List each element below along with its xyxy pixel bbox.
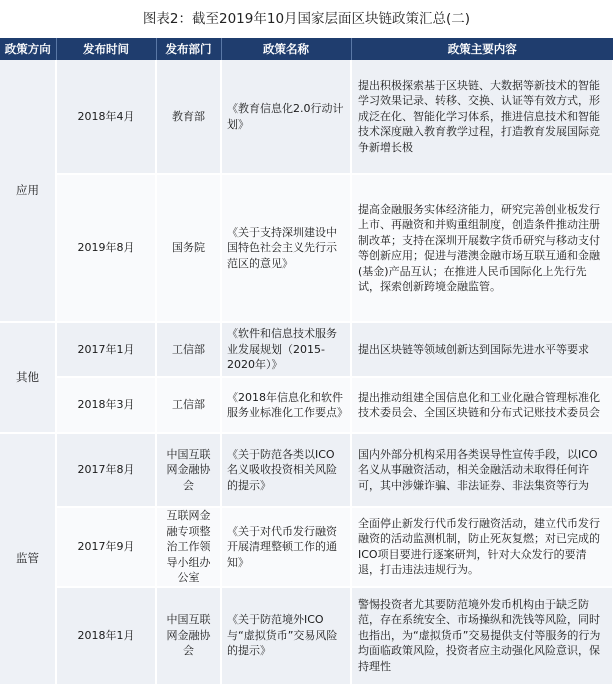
policy-name-cell: 《关于防范境外ICO与“虚拟货币”交易风险的提示》 bbox=[221, 587, 351, 685]
content-cell: 提出区块链等领域创新达到国际先进水平等要求 bbox=[351, 322, 613, 377]
table-row bbox=[0, 60, 613, 174]
department-cell: 国务院 bbox=[156, 174, 221, 322]
policy-table bbox=[0, 38, 613, 686]
department-cell: 中国互联网金融协会 bbox=[156, 587, 221, 685]
date-cell: 2018年4月 bbox=[56, 60, 156, 174]
date-cell: 2018年3月 bbox=[56, 377, 156, 433]
date-cell: 2019年8月 bbox=[56, 174, 156, 322]
content-cell: 全面停止新发行代币发行融资活动，建立代币发行融资的活动监测机制，防止死灰复燃；对已完成的ICO项目要进行逐案研判，针对大众发行的要清退，打击违法违规行为。 bbox=[351, 507, 613, 587]
category-cell: 监管 bbox=[0, 433, 56, 685]
policy-name-cell: 《软件和信息技术服务业发展规划（2015-2020年）》 bbox=[221, 322, 351, 377]
content-cell: 警惕投资者尤其要防范境外发币机构由于缺乏防范，存在系统安全、市场操纵和洗钱等风险，同时也指出，为“虚拟货币”交易提供支付等服务的行为均面临政策风险，投资者应主动强化风险意识，保持理性 bbox=[351, 587, 613, 685]
policy-name-cell: 《关于防范各类以ICO名义吸收投资相关风险的提示》 bbox=[221, 433, 351, 507]
table-row bbox=[0, 322, 613, 377]
policy-name-cell: 《2018年信息化和软件服务业标准化工作要点》 bbox=[221, 377, 351, 433]
category-cell: 其他 bbox=[0, 322, 56, 433]
header-content: 政策主要内容 bbox=[351, 38, 613, 60]
department-cell: 互联网金融专项整治工作领导小组办公室 bbox=[156, 507, 221, 587]
policy-name-cell: 《教育信息化2.0行动计划》 bbox=[221, 60, 351, 174]
content-cell: 国内外部分机构采用各类误导性宣传手段，以ICO名义从事融资活动，相关金融活动未取得任何许可，其中涉嫌诈骗、非法证券、非法集资等行为 bbox=[351, 433, 613, 507]
header-date: 发布时间 bbox=[56, 38, 156, 60]
date-cell: 2017年1月 bbox=[56, 322, 156, 377]
table-row bbox=[0, 433, 613, 507]
header-direction: 政策方向 bbox=[0, 38, 56, 60]
date-cell: 2018年1月 bbox=[56, 587, 156, 685]
table-row bbox=[0, 507, 613, 587]
category-cell: 应用 bbox=[0, 60, 56, 322]
table-row bbox=[0, 377, 613, 433]
content-cell: 提出积极探索基于区块链、大数据等新技术的智能学习效果记录、转移、交换、认证等有效方式，形成泛在化、智能化学习体系，推进信息技术和智能技术深度融入教育教学过程，打造教育发展国际竞争新增长极 bbox=[351, 60, 613, 174]
content-cell: 提高金融服务实体经济能力，研究完善创业板发行上市、再融资和并购重组制度，创造条件推动注册制改革；支持在深圳开展数字货币研究与移动支付等创新应用；促进与港澳金融市场互联互通和金融(基金)产品互认；在推进人民币国际化上先行先试，探索创新跨境金融监管。 bbox=[351, 174, 613, 322]
date-cell: 2017年9月 bbox=[56, 507, 156, 587]
table-row bbox=[0, 587, 613, 685]
date-cell: 2017年8月 bbox=[56, 433, 156, 507]
department-cell: 工信部 bbox=[156, 377, 221, 433]
department-cell: 工信部 bbox=[156, 322, 221, 377]
content-cell: 提出推动组建全国信息化和工业化融合管理标准化技术委员会、全国区块链和分布式记账技术委员会 bbox=[351, 377, 613, 433]
figure-title: 图表2：截至2019年10月国家层面区块链政策汇总(二) bbox=[142, 11, 471, 27]
table-header-row bbox=[0, 38, 613, 60]
header-department: 发布部门 bbox=[156, 38, 221, 60]
department-cell: 中国互联网金融协会 bbox=[156, 433, 221, 507]
policy-name-cell: 《关于对代币发行融资开展清理整顿工作的通知》 bbox=[221, 507, 351, 587]
policy-name-cell: 《关于支持深圳建设中国特色社会主义先行示范区的意见》 bbox=[221, 174, 351, 322]
department-cell: 教育部 bbox=[156, 60, 221, 174]
table-row bbox=[0, 174, 613, 322]
header-policy-name: 政策名称 bbox=[221, 38, 351, 60]
